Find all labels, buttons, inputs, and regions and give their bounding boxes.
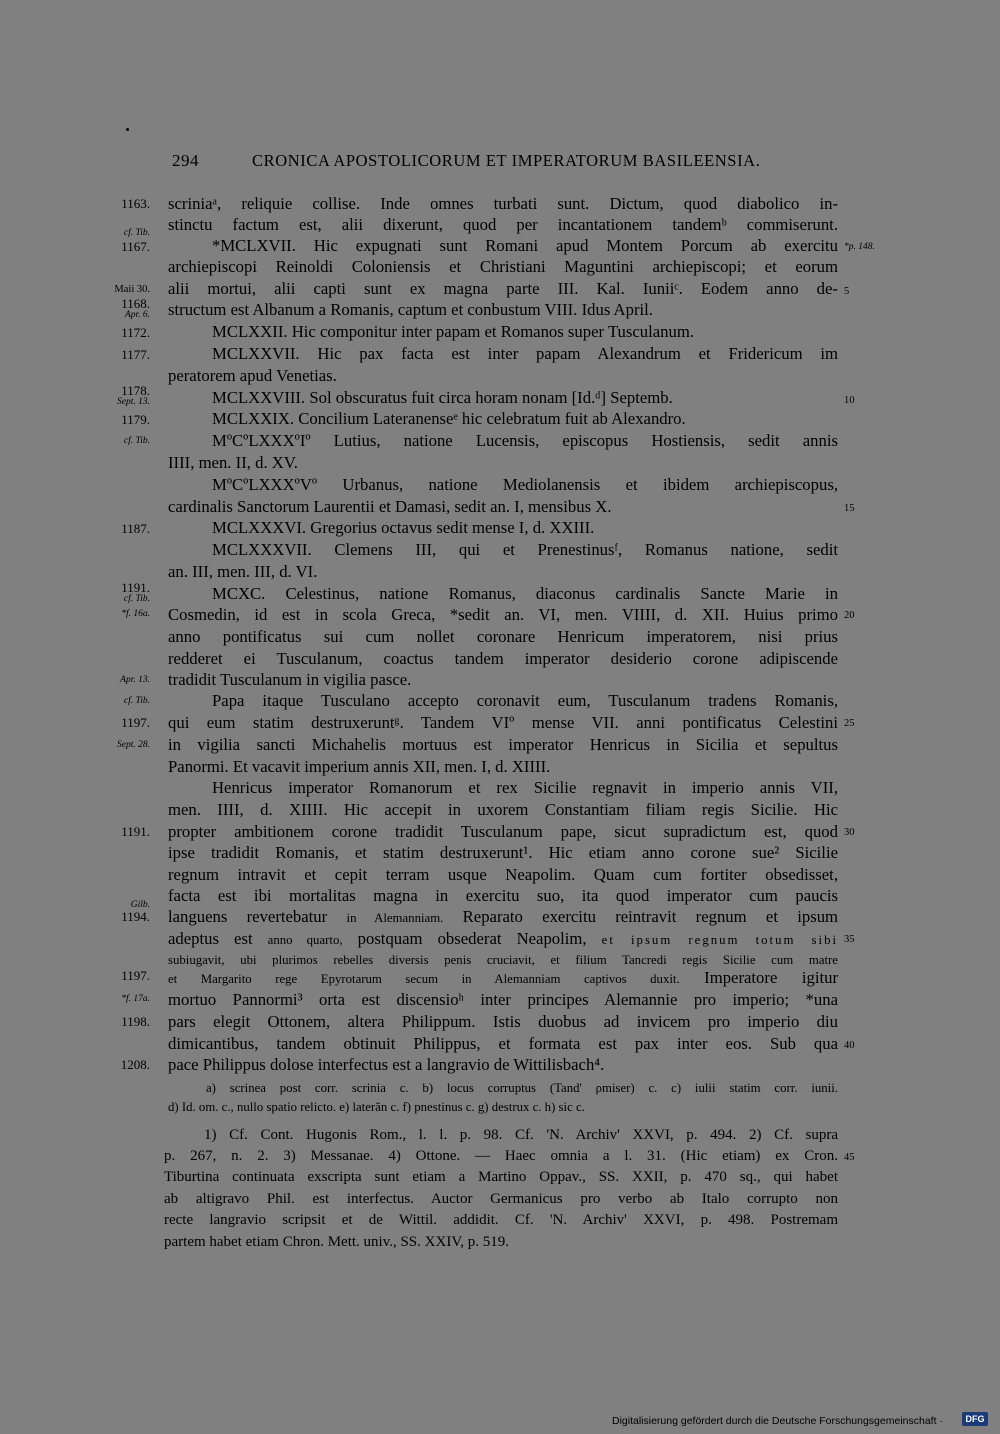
body-text: adeptus est: [168, 929, 253, 948]
line-number: 25: [844, 718, 855, 729]
margin-date: Sept. 28.: [117, 740, 150, 750]
apparatus-line: d) Id. om. c., nullo spatio relicto. e) laterãn c. f) pnestinus c. g) destrux c. h) sic c.: [168, 1100, 585, 1114]
margin-year: 1197.: [121, 968, 150, 983]
margin-ref: cf. Tib.: [123, 436, 150, 446]
note-line: 1) Cf. Cont. Hugonis Rom., l. l. p. 98. Cf. 'N. Archiv' XXVI, p. 494. 2) Cf. supra: [204, 1127, 838, 1143]
margin-year-date: [100, 581, 150, 604]
body-line: mortuo Pannormi³ orta est discensioʰ inter principes Alemannie pro imperio; *una: [168, 990, 838, 1009]
line-number: 45: [844, 1152, 855, 1163]
body-line: MºCºLXXXºIº Lutius, natione Lucensis, episcopus Hostiensis, sedit annis: [212, 431, 838, 450]
body-text: postquam obsederat Neapolim,: [357, 929, 587, 948]
margin-year: 1179.: [121, 412, 150, 427]
body-line: redderet ei Tusculanum, coactus tandem imperator desiderio corone adipiscende: [168, 649, 838, 668]
body-line: tradidit Tusculanum in vigilia pasce.: [168, 670, 412, 689]
note-line: recte langravio scripsit et de Wittil. addidit. Cf. 'N. Archiv' XXVI, p. 498. Postremam: [164, 1212, 838, 1228]
body-line: an. III, men. III, d. VI.: [168, 562, 318, 581]
body-line: subiugavit, ubi plurimos rebelles diversis penis cruciavit, et filium Tancredi regis Sicilie cum matre: [168, 953, 838, 967]
margin-folio: *f. 17a.: [121, 994, 150, 1004]
body-text: Imperatore igitur: [704, 968, 838, 987]
margin-year: 1191.: [121, 580, 150, 595]
body-line: [168, 906, 838, 929]
line-number: 20: [844, 610, 855, 621]
margin-ref: cf. Tib.: [123, 228, 150, 238]
body-line: *MCLXVII. Hic expugnati sunt Romani apud Montem Porcum ab exercitu: [212, 236, 838, 255]
margin-year-date: [100, 297, 150, 320]
page-number: 294: [172, 151, 199, 170]
margin-year: 1168.: [121, 296, 150, 311]
body-line: qui eum statim destruxeruntᵍ. Tandem VIº mense VII. anni pontificatus Celestini: [168, 713, 838, 732]
margin-year-date: [100, 384, 150, 407]
body-line: MCLXXIX. Concilium Lateranenseᵉ hic celebratum fuit ab Alexandro.: [212, 409, 686, 428]
margin-ref: cf. Tib.: [123, 594, 150, 604]
apparatus-line: a) scrinea post corr. scrinia c. b) locus corruptus (Tand' ρmiser) c. c) iulii statim corr. iunii.: [206, 1081, 838, 1095]
funding-notice: Digitalisierung gefördert durch die Deutsche Forschungsgemeinschaft ·: [612, 1415, 943, 1427]
margin-folio: *f. 16a.: [121, 609, 150, 619]
body-text-small: et ipsum regnum totum sibi: [601, 933, 839, 947]
body-line: MºCºLXXXºVº Urbanus, natione Mediolanensis et ibidem archiepiscopus,: [212, 475, 838, 494]
margin-year: 1177.: [121, 347, 150, 362]
margin-date: Apr. 13.: [120, 675, 150, 685]
body-line: pace Philippus dolose interfectus est a langravio de Wittilisbach⁴.: [168, 1055, 605, 1074]
margin-date: Sept. 13.: [117, 397, 150, 407]
body-line: MCLXXXVI. Gregorius octavus sedit mense I, d. XXIII.: [212, 518, 595, 537]
running-title: CRONICA APOSTOLICORUM ET IMPERATORUM BASILEENSIA.: [252, 151, 761, 170]
line-number: 15: [844, 503, 855, 514]
margin-year: 1187.: [121, 521, 150, 536]
line-number: 5: [844, 286, 850, 297]
body-line: Panormi. Et vacavit imperium annis XII, men. I, d. XIIII.: [168, 757, 551, 776]
body-line: MCXC. Celestinus, natione Romanus, diaconus cardinalis Sancte Marie in: [212, 584, 838, 603]
margin-year: 1197.: [121, 715, 150, 730]
body-line: men. IIII, d. XIIII. Hic accepit in uxorem Constantiam filiam regis Sicilie. Hic: [168, 800, 838, 819]
body-line: propter ambitionem corone tradidit Tusculanum pape, sicut supradictum est, quod: [168, 822, 838, 841]
body-line: pars elegit Ottonem, altera Philippum. Istis duobus ad invicem pro imperio diu: [168, 1012, 838, 1031]
body-line: cardinalis Sanctorum Laurentii et Damasi, sedit an. I, mensibus X.: [168, 497, 612, 516]
body-line: dimicantibus, tandem obtinuit Philippus, et formata est pax inter eos. Sub qua: [168, 1034, 838, 1053]
margin-year: 1172.: [121, 325, 150, 340]
margin-year: 1198.: [121, 1014, 150, 1029]
margin-year: 1167.: [121, 239, 150, 254]
dfg-logo-icon: DFG: [962, 1412, 988, 1426]
body-line: facta est ibi mortalitas magna in exercitu suo, ita quod imperator cum paucis: [168, 886, 838, 905]
body-line: [168, 928, 838, 951]
margin-page-ref: *p. 148.: [844, 242, 875, 252]
margin-ref: Gilb.: [130, 900, 150, 910]
body-line: anno pontificatus sui cum nollet coronare Henricum imperatorem, nisi prius: [168, 627, 838, 646]
body-line: MCLXXXVII. Clemens III, qui et Prenestinusᶠ, Romanus natione, sedit: [212, 540, 838, 559]
body-text: Reparato exercitu reintravit regnum et ipsum: [462, 907, 839, 926]
margin-date: Apr. 6.: [124, 310, 150, 320]
margin-year: 1208.: [120, 1057, 150, 1072]
body-text-small: et Margarito rege Epyrotarum secum in Alemanniam captivos duxit.: [168, 972, 680, 986]
body-line: Papa itaque Tusculano accepto coronavit eum, Tusculanum tradens Romanis,: [212, 691, 838, 710]
margin-date: Maii 30.: [114, 284, 150, 295]
margin-year: 1163.: [121, 196, 150, 211]
body-line: Henricus imperator Romanorum et rex Sicilie regnavit in imperio annis VII,: [212, 778, 838, 797]
body-text: languens revertebatur: [168, 907, 328, 926]
margin-ref-year: [100, 900, 150, 923]
body-line: IIII, men. II, d. XV.: [168, 453, 298, 472]
body-line: stinctu factum est, alii dixerunt, quod per incantationem tandemᵇ commiserunt.: [168, 215, 838, 234]
body-line: archiepiscopi Reinoldi Coloniensis et Christiani Maguntini archiepiscopi; et eorum: [168, 257, 838, 276]
body-line: MCLXXII. Hic componitur inter papam et Romanos super Tusculanum.: [212, 322, 695, 341]
body-line: MCLXXVIII. Sol obscuratus fuit circa horam nonam [Id.ᵈ] Septemb.: [212, 388, 673, 407]
margin-year: 1191.: [121, 824, 150, 839]
note-line: partem habet etiam Chron. Mett. univ., SS. XXIV, p. 519.: [164, 1234, 509, 1250]
body-line: Cosmedin, id est in scola Greca, *sedit an. VI, men. VIIII, d. XII. Huius primo: [168, 605, 838, 624]
line-number: 30: [844, 827, 855, 838]
margin-year: 1178.: [121, 383, 150, 398]
body-line: MCLXXVII. Hic pax facta est inter papam Alexandrum et Fridericum im: [212, 344, 838, 363]
body-line: ipse tradidit Romanis, et statim destruxerunt¹. Hic etiam anno corone sue² Sicilie: [168, 843, 838, 862]
body-line: structum est Albanum a Romanis, captum et conbustum VIII. Idus April.: [168, 300, 653, 319]
body-text-small: anno quarto,: [267, 933, 343, 947]
body-line: scriniaᵃ, reliquie collise. Inde omnes turbati sunt. Dictum, quod diabolico in-: [168, 194, 838, 213]
body-text-small: in Alemanniam.: [346, 911, 444, 925]
margin-ref: cf. Tib.: [123, 696, 150, 706]
body-line: peratorem apud Venetias.: [168, 366, 337, 385]
body-line: in vigilia sancti Michahelis mortuus est imperator Henricus in Sicilia et sepultus: [168, 735, 838, 754]
body-line: [168, 967, 838, 990]
body-line: alii mortui, alii capti sunt ex magna parte III. Kal. Iuniiᶜ. Eodem anno de-: [168, 279, 838, 298]
note-line: ab altigravo Phil. est interfectus. Auctor Germanicus pro verbo ab Italo corrupto non: [164, 1191, 838, 1207]
note-line: p. 267, n. 2. 3) Messanae. 4) Ottone. — Haec omnia a l. 31. (Hic etiam) ex Cron.: [164, 1148, 838, 1164]
note-line: Tiburtina continuata exscripta sunt etiam a Martino Oppav., SS. XXII, p. 470 sq., qui habet: [164, 1169, 838, 1185]
line-number: 10: [844, 395, 855, 406]
body-line: regnum intravit et cepit terram usque Neapolim. Quam cum fortiter obsedisset,: [168, 865, 838, 884]
line-number: 40: [844, 1040, 855, 1051]
speck: [126, 128, 129, 131]
line-number: 35: [844, 934, 855, 945]
margin-year: 1194.: [121, 909, 150, 924]
